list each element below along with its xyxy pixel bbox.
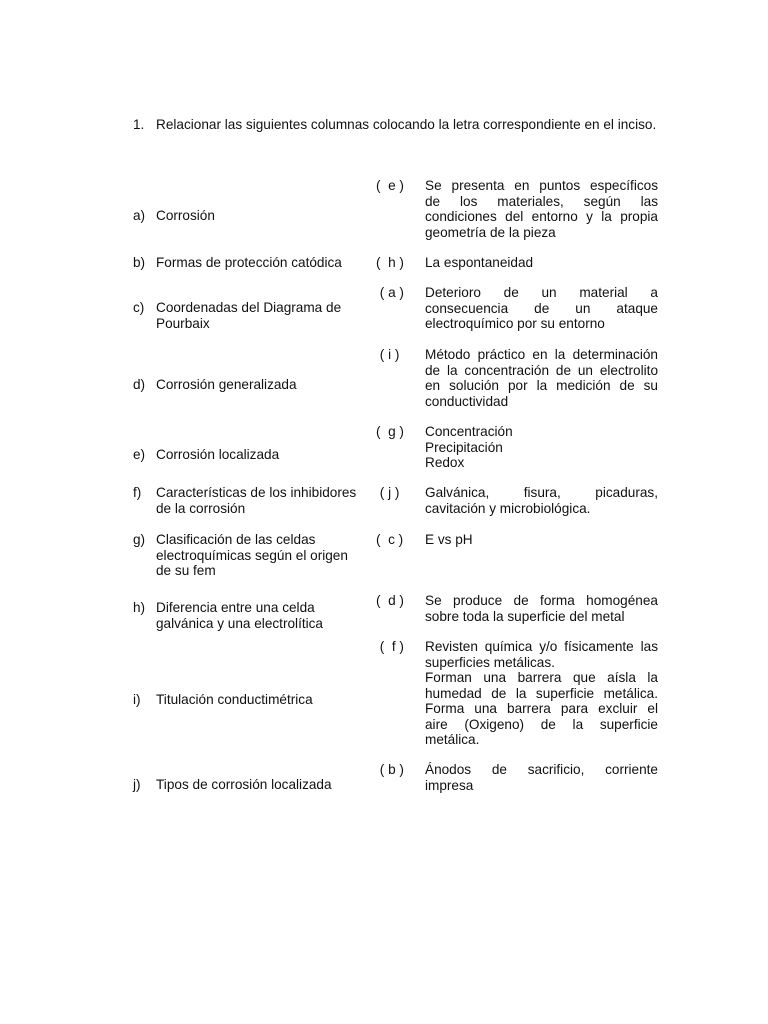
definition-text [425, 593, 658, 624]
definition-line: Concentración [425, 424, 513, 439]
concept-letter: i) [133, 692, 141, 707]
concept-letter: f) [133, 485, 142, 500]
definition-line: sobre toda la superficie del metal [425, 608, 625, 624]
answer-letter: ( i ) [376, 347, 400, 362]
definition-line: de los materiales, según las [425, 193, 658, 209]
concept-text: Tipos de corrosión localizada [156, 777, 332, 792]
concept-letter: d) [133, 377, 146, 392]
definition-line: Se produce de forma homogénea [425, 593, 658, 608]
definition-line: aire (Oxigeno) de la superficie [425, 716, 658, 732]
answer-letter: ( b ) [376, 762, 404, 777]
concept-text: Corrosión generalizada [156, 377, 297, 392]
concept-text: Titulación conductimétrica [156, 692, 313, 707]
definition-line: Galvánica, fisura, picaduras, [425, 485, 658, 500]
definition-text [425, 424, 658, 471]
definition-line: Redox [425, 455, 465, 470]
question-1 [133, 117, 658, 133]
concept-letter: e) [133, 447, 146, 462]
concept-text: Características de los inhibidores de la corrosión [156, 485, 357, 516]
concept-letter: a) [133, 208, 146, 223]
definition-text [425, 285, 658, 332]
answer-letter: ( h ) [376, 255, 404, 270]
concept-text: Corrosión localizada [156, 447, 280, 462]
answer-letter: ( e ) [376, 178, 404, 193]
definition-text [425, 532, 658, 548]
question-number: 1. [133, 117, 145, 132]
concept-letter: c) [133, 300, 145, 315]
concept-text: Formas de protección catódica [156, 255, 342, 270]
definition-line: de la concentración de un electrolito [425, 362, 658, 378]
concept-letter: h) [133, 600, 146, 615]
definition-line: consecuencia de un ataque [425, 300, 658, 316]
definition-line: en solución por la medición de su [425, 378, 658, 393]
answer-letter: ( c ) [376, 532, 404, 547]
definition-line: Revisten química y/o físicamente las [425, 639, 658, 654]
definition-line: Deterioro de un material a [425, 285, 658, 300]
definition-line: metálica. [425, 732, 480, 747]
definition-text [425, 639, 658, 748]
definition-line: La espontaneidad [425, 255, 534, 270]
definition-line: geometría de la pieza [425, 224, 556, 240]
concept-text: Diferencia entre una celda galvánica y una electrolítica [156, 600, 323, 631]
answer-letter: ( f ) [376, 639, 404, 654]
definition-line: impresa [425, 777, 474, 793]
definition-text [425, 485, 658, 516]
concept-letter: g) [133, 532, 146, 547]
definition-line: Forman una barrera que aísla la [425, 670, 658, 685]
definition-line: electroquímico por su entorno [425, 316, 605, 331]
concept-text: Corrosión [156, 208, 215, 223]
definition-line: conductividad [425, 393, 509, 409]
concept-letter: b) [133, 255, 146, 270]
question-text: Relacionar las siguientes columnas colocando la letra correspondiente en el inciso. [156, 117, 657, 132]
definition-line: superficies metálicas. [425, 654, 555, 670]
definition-line: Forma una barrera para excluir el [425, 701, 658, 716]
definition-line: Se presenta en puntos específicos [425, 178, 658, 193]
answer-letter: ( g ) [376, 424, 404, 439]
definition-line: Precipitación [425, 439, 503, 455]
definition-text [425, 178, 658, 240]
answer-letter: ( d ) [376, 593, 404, 608]
definition-line: condiciones del entorno y la propia [425, 209, 658, 224]
concept-letter: j) [133, 777, 141, 792]
definition-text [425, 762, 658, 793]
definition-line: Método práctico en la determinación [425, 347, 658, 362]
definition-line: Ánodos de sacrificio, corriente [425, 762, 658, 777]
concept-text: Coordenadas del Diagrama de Pourbaix [156, 300, 342, 331]
definition-text [425, 255, 658, 271]
definition-line: E vs pH [425, 532, 473, 547]
definition-line: cavitación y microbiológica. [425, 500, 591, 516]
concept-text: Clasificación de las celdas electroquímicas según el origen de su fem [156, 532, 348, 578]
definition-line: humedad de la superficie metálica. [425, 685, 658, 701]
answer-letter: ( j ) [376, 485, 400, 500]
definition-text [425, 347, 658, 409]
answer-letter: ( a ) [376, 285, 404, 300]
